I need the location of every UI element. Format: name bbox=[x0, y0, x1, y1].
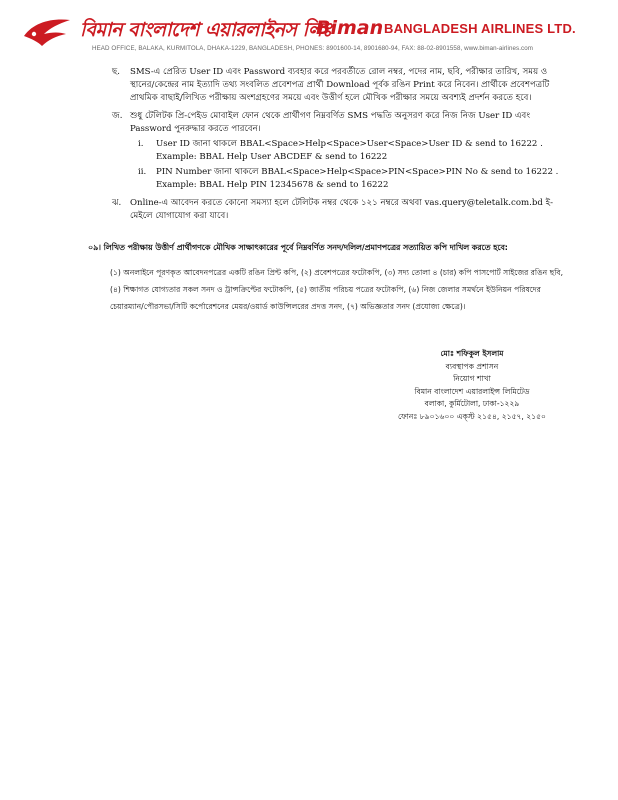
logo-english-text: BANGLADESH AIRLINES LTD. bbox=[384, 21, 576, 36]
item-text: Online-এ আবেদন করতে কোনো সমস্যা হলে টেলিটক নম্বর থেকে ১২১ নম্বরে অথবা vas.query@teletalk.com.bd ই-মেইলে যোগাযোগ করা যাবে। bbox=[130, 198, 553, 221]
biman-logo-icon bbox=[22, 14, 72, 54]
signature-block bbox=[372, 348, 572, 423]
instruction-item-ja bbox=[112, 110, 560, 192]
item-text: SMS-এ প্রেরিত User ID এবং Password ব্যবহার করে পরবর্তীতে রোল নম্বর, পদের নাম, ছবি, পরীক্ষার তারিখ, সময় ও স্থানের/কেন্দ্রের নাম ইত্যাদি তথ্য সংবলিত প্রবেশপত্র প্রার্থী Download পূর্বক রঙিন Print করে নিবেন। প্রার্থীকে প্রবেশপত্রটি প্রাথমিক বাছাই/লিখিত পরীক্ষায় অংশগ্রহণের সময়ে এবং উত্তীর্ণ হলে মৌখিক পরীক্ষার সময়ে অবশ্যই প্রদর্শন করতে হবে। bbox=[130, 67, 550, 103]
signatory-department: নিয়োগ শাখা bbox=[453, 374, 491, 383]
section-09-title: ০৯। লিখিত পরীক্ষায় উত্তীর্ণ প্রার্থীগণকে মৌখিক সাক্ষাৎকারের পূর্বে নিম্নবর্ণিত সনদ/দলিল/প্রমাণপত্রের সত্যায়িত কপি দাখিল করতে হবে: bbox=[88, 243, 508, 252]
sms-format-line: PIN Number জানা থাকলে BBAL<Space>Help<Space>PIN<Space>PIN No & send to 16222 . bbox=[156, 167, 559, 177]
signatory-company: বিমান বাংলাদেশ এয়ারলাইন্স লিমিটেড bbox=[414, 386, 530, 396]
signatory-address: বলাকা, কুর্মিটোলা, ঢাকা-১২২৯ bbox=[424, 399, 520, 408]
instruction-item-cha bbox=[112, 66, 560, 105]
instruction-item-jha bbox=[112, 197, 560, 223]
sms-instruction-pin bbox=[130, 166, 560, 192]
sub-marker: i. bbox=[138, 139, 144, 149]
head-office-address: HEAD OFFICE, BALAKA, KURMITOLA, DHAKA-1229, BANGLADESH, PHONES: 8901600-14, 8901680-94, FAX: 88-02-8901558, www.biman-airlines.com bbox=[92, 45, 534, 52]
item-marker: ঝ. bbox=[112, 198, 122, 208]
sms-example-line: Example: BBAL Help User ABCDEF & send to 16222 bbox=[156, 152, 388, 162]
instruction-list bbox=[112, 66, 560, 228]
item-marker: জ. bbox=[112, 111, 123, 121]
sms-instruction-user-id bbox=[130, 138, 560, 164]
sms-example-line: Example: BBAL Help PIN 12345678 & send to 16222 bbox=[156, 180, 389, 190]
signatory-designation: ব্যবস্থাপক প্রশাসন bbox=[445, 361, 499, 371]
section-09-body: (১) অনলাইনে পূরণকৃত আবেদনপত্রের একটি রঙিন প্রিন্ট কপি, (২) প্রবেশপত্রের ফটোকপি, (৩) সদ্য তোলা ৪ (চার) কপি পাসপোর্ট সাইজের রঙিন ছবি, (৪) শিক্ষাগত যোগ্যতার সকল সনদ ও ট্রান্সক্রিপ্টের ফটোকপি, (৫) জাতীয় পরিচয় পত্রের ফটোকপি, (৬) নিজ জেলার সমর্থনে ইউনিয়ন পরিষদের চেয়ারম্যান/পৌরসভা/সিটি কর্পোরেশনের মেয়র/ওয়ার্ড কাউন্সিলরের প্রদত্ত সনদ, (৭) অভিজ্ঞতার সনদ (প্রযোজ্য ক্ষেত্রে)। bbox=[110, 268, 564, 311]
section-09 bbox=[88, 241, 568, 315]
sms-format-line: User ID জানা থাকলে BBAL<Space>Help<Space>User<Space>User ID & send to 16222 . bbox=[156, 139, 543, 149]
item-marker: ছ. bbox=[112, 67, 120, 77]
letterhead bbox=[0, 0, 618, 60]
signatory-phone: ফোনঃ ৮৯০১৬০০ এক্স্ট ২১৫৪, ২১৫৭, ২১৫০ bbox=[397, 411, 546, 421]
logo-bengali-text: বিমান বাংলাদেশ এয়ারলাইনস লিঃ bbox=[80, 19, 332, 41]
signatory-name: মোঃ শফিকুল ইসলাম bbox=[440, 349, 504, 358]
item-text: শুধু টেলিটক প্রি-পেইড মোবাইল ফোন থেকে প্রার্থীগণ নিম্নবর্ণিত SMS পদ্ধতি অনুসরণ করে নিজ নিজ User ID এবং Password পুনরুদ্ধার করতে পারবেন। bbox=[130, 111, 531, 134]
logo-biman-text: Biman bbox=[316, 17, 384, 39]
sub-marker: ii. bbox=[138, 167, 147, 177]
